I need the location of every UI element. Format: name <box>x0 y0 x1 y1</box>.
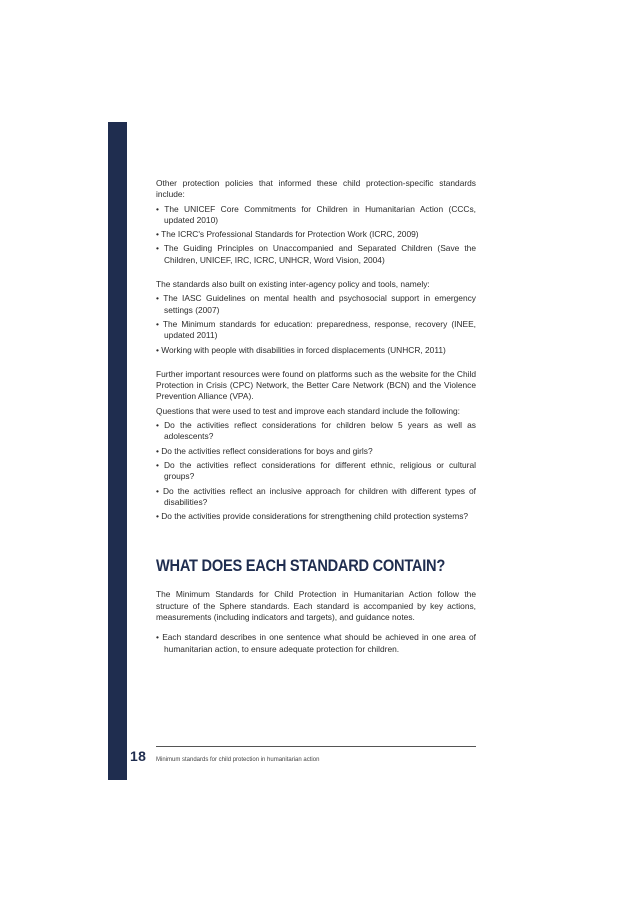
footer-divider <box>156 746 476 747</box>
list-item: • Working with people with disabilities in forced displacements (UNHCR, 2011) <box>156 344 446 355</box>
structure-paragraph: The Minimum Standards for Child Protection in Humanitarian Action follow the structure of the Sphere standards. Each standard is accompanied by key actions, measurements (including indicators and targets), and guidance notes. <box>156 589 476 623</box>
section-heading: WHAT DOES EACH STANDARD CONTAIN? <box>156 556 446 576</box>
list-item: • The UNICEF Core Commitments for Children in Humanitarian Action (CCCs, updated 2010) <box>156 203 476 225</box>
tools-list <box>156 293 476 355</box>
list-item: • The ICRC's Professional Standards for Protection Work (ICRC, 2009) <box>156 229 419 240</box>
intro-paragraph: Other protection policies that informed these child protection-specific standards include: <box>156 178 476 200</box>
list-item: • Do the activities reflect considerations for boys and girls? <box>156 445 373 456</box>
list-item: • The Minimum standards for education: preparedness, response, recovery (INEE, updated 2011) <box>156 318 476 341</box>
policies-list <box>156 204 476 266</box>
structure-list <box>156 632 476 655</box>
list-item: • Do the activities reflect considerations for different ethnic, religious or cultural groups? <box>156 459 476 482</box>
resources-paragraph: Further important resources were found on platforms such as the website for the Child Protection in Crisis (CPC) Network, the Better Care Network (BCN) and the Violence Prevention Alliance (VPA). <box>156 368 476 402</box>
page-number: 18 <box>130 748 147 764</box>
interagency-paragraph: The standards also built on existing inter-agency policy and tools, namely: <box>156 279 430 290</box>
questions-list <box>156 420 476 522</box>
questions-paragraph: Questions that were used to test and improve each standard include the following: <box>156 405 461 416</box>
list-item: • The Guiding Principles on Unaccompanied and Separated Children (Save the Children, UNICEF, IRC, ICRC, UNHCR, Word Vision, 2004) <box>156 243 476 265</box>
footer-title: Minimum standards for child protection in humanitarian action <box>156 757 320 763</box>
list-item: • Do the activities provide considerations for strengthening child protection systems? <box>156 511 469 522</box>
list-item: • Do the activities reflect an inclusive approach for children with different types of disabilities? <box>156 485 476 507</box>
side-accent-bar <box>108 122 127 780</box>
list-item: • The IASC Guidelines on mental health and psychosocial support in emergency settings (2007) <box>156 293 476 315</box>
list-item: • Each standard describes in one sentence what should be achieved in one area of humanitarian action, to ensure adequate protection for children. <box>156 632 476 654</box>
list-item: • Do the activities reflect considerations for children below 5 years as well as adolescents? <box>156 420 476 442</box>
page-content <box>156 178 476 658</box>
